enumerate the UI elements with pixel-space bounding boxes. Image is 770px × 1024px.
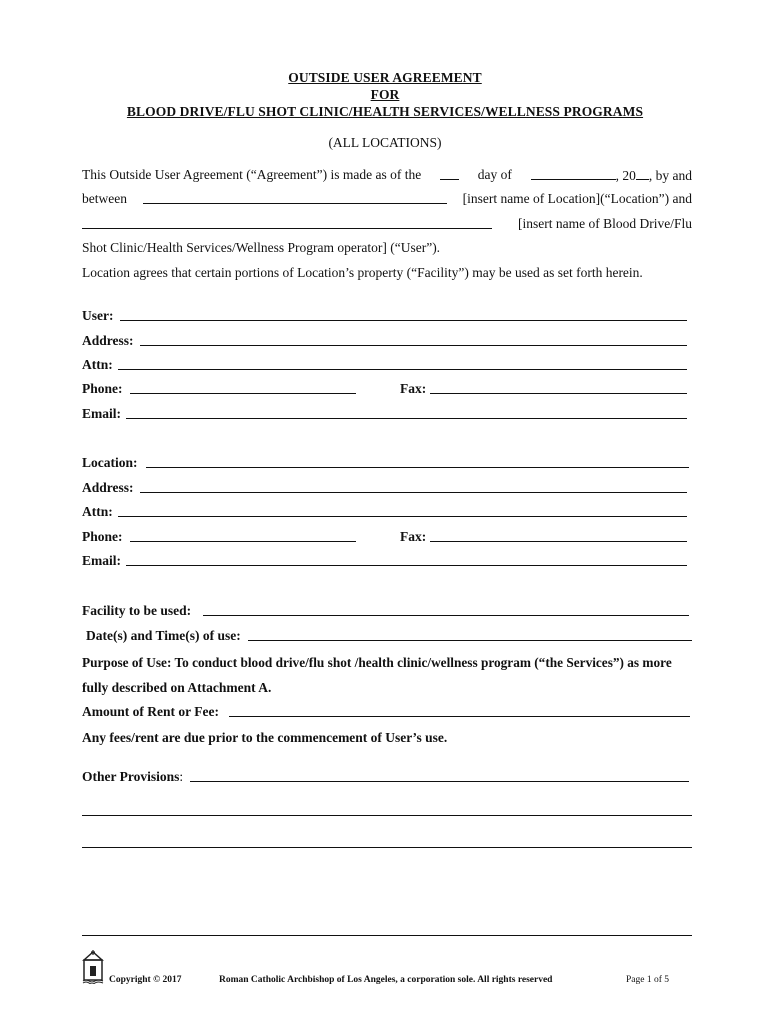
intro-between: between <box>82 191 127 206</box>
document-title-for: FOR <box>370 87 400 102</box>
operator-name-blank[interactable] <box>82 216 492 229</box>
location-address-label: Address: <box>82 480 134 495</box>
location-fax-label: Fax: <box>400 529 427 544</box>
location-email-field[interactable] <box>126 565 687 566</box>
dates-label: Date(s) and Time(s) of use: <box>86 628 241 643</box>
user-address-label: Address: <box>82 333 134 348</box>
user-fax-label: Fax: <box>400 381 427 396</box>
location-name-blank[interactable] <box>143 191 447 204</box>
location-attn-field[interactable] <box>118 516 687 517</box>
user-attn-field[interactable] <box>118 369 687 370</box>
location-fax-field[interactable] <box>430 541 687 542</box>
intro-text-c: , 20 <box>615 168 636 183</box>
user-label: User: <box>82 308 114 323</box>
intro-line-5: Location agrees that certain portions of Location’s property (“Facility”) may be used as set forth herein. <box>82 265 643 280</box>
footer-organization: Roman Catholic Archbishop of Los Angeles, a corporation sole. All rights reserved <box>219 975 553 985</box>
footer-divider <box>82 935 692 936</box>
document-subtitle: (ALL LOCATIONS) <box>328 135 442 150</box>
facility-label: Facility to be used: <box>82 603 192 618</box>
location-phone-label: Phone: <box>82 529 123 544</box>
rent-field[interactable] <box>229 716 690 717</box>
facility-field[interactable] <box>203 615 689 616</box>
archdiocese-logo-icon <box>82 950 104 984</box>
user-email-label: Email: <box>82 406 121 421</box>
dates-field[interactable] <box>248 640 692 641</box>
location-phone-field[interactable] <box>130 541 356 542</box>
location-label: Location: <box>82 455 138 470</box>
year-blank[interactable] <box>636 167 649 180</box>
footer-copyright: Copyright © 2017 <box>109 975 182 985</box>
user-attn-label: Attn: <box>82 357 113 372</box>
intro-operator-note: [insert name of Blood Drive/Flu <box>518 216 692 231</box>
user-fax-field[interactable] <box>430 393 687 394</box>
intro-text-a: This Outside User Agreement (“Agreement”) is made as of the <box>82 167 422 182</box>
rent-label: Amount of Rent or Fee: <box>82 704 219 719</box>
user-phone-field[interactable] <box>130 393 356 394</box>
intro-line-4: Shot Clinic/Health Services/Wellness Program operator] (“User”). <box>82 240 441 255</box>
location-attn-label: Attn: <box>82 504 113 519</box>
document-title: OUTSIDE USER AGREEMENT <box>288 70 482 85</box>
other-provisions-field-3[interactable] <box>82 847 692 848</box>
intro-line-1 <box>82 167 692 184</box>
intro-text-d: , by and <box>648 168 692 183</box>
user-phone-label: Phone: <box>82 381 123 396</box>
intro-text-b: day of <box>477 167 512 182</box>
location-field[interactable] <box>146 467 689 468</box>
day-blank[interactable] <box>440 167 459 180</box>
user-address-field[interactable] <box>140 345 687 346</box>
footer-page-number: Page 1 of 5 <box>626 975 670 985</box>
user-email-field[interactable] <box>126 418 687 419</box>
fees-due-note: Any fees/rent are due prior to the commencement of User’s use. <box>82 730 448 745</box>
month-blank[interactable] <box>531 167 616 180</box>
other-provisions-field-2[interactable] <box>82 815 692 816</box>
purpose-line-1: Purpose of Use: To conduct blood drive/flu shot /health clinic/wellness program (“the Services”) as more <box>82 655 672 670</box>
other-provisions-label: Other Provisions: <box>82 769 184 784</box>
intro-location-note: [insert name of Location](“Location”) and <box>462 191 692 206</box>
purpose-line-2: fully described on Attachment A. <box>82 680 272 695</box>
user-field[interactable] <box>120 320 687 321</box>
other-provisions-field-1[interactable] <box>190 781 689 782</box>
location-email-label: Email: <box>82 553 121 568</box>
location-address-field[interactable] <box>140 492 687 493</box>
document-title-programs: BLOOD DRIVE/FLU SHOT CLINIC/HEALTH SERVICES/WELLNESS PROGRAMS <box>126 104 644 119</box>
intro-line-2 <box>82 191 692 207</box>
intro-line-3 <box>82 216 692 232</box>
